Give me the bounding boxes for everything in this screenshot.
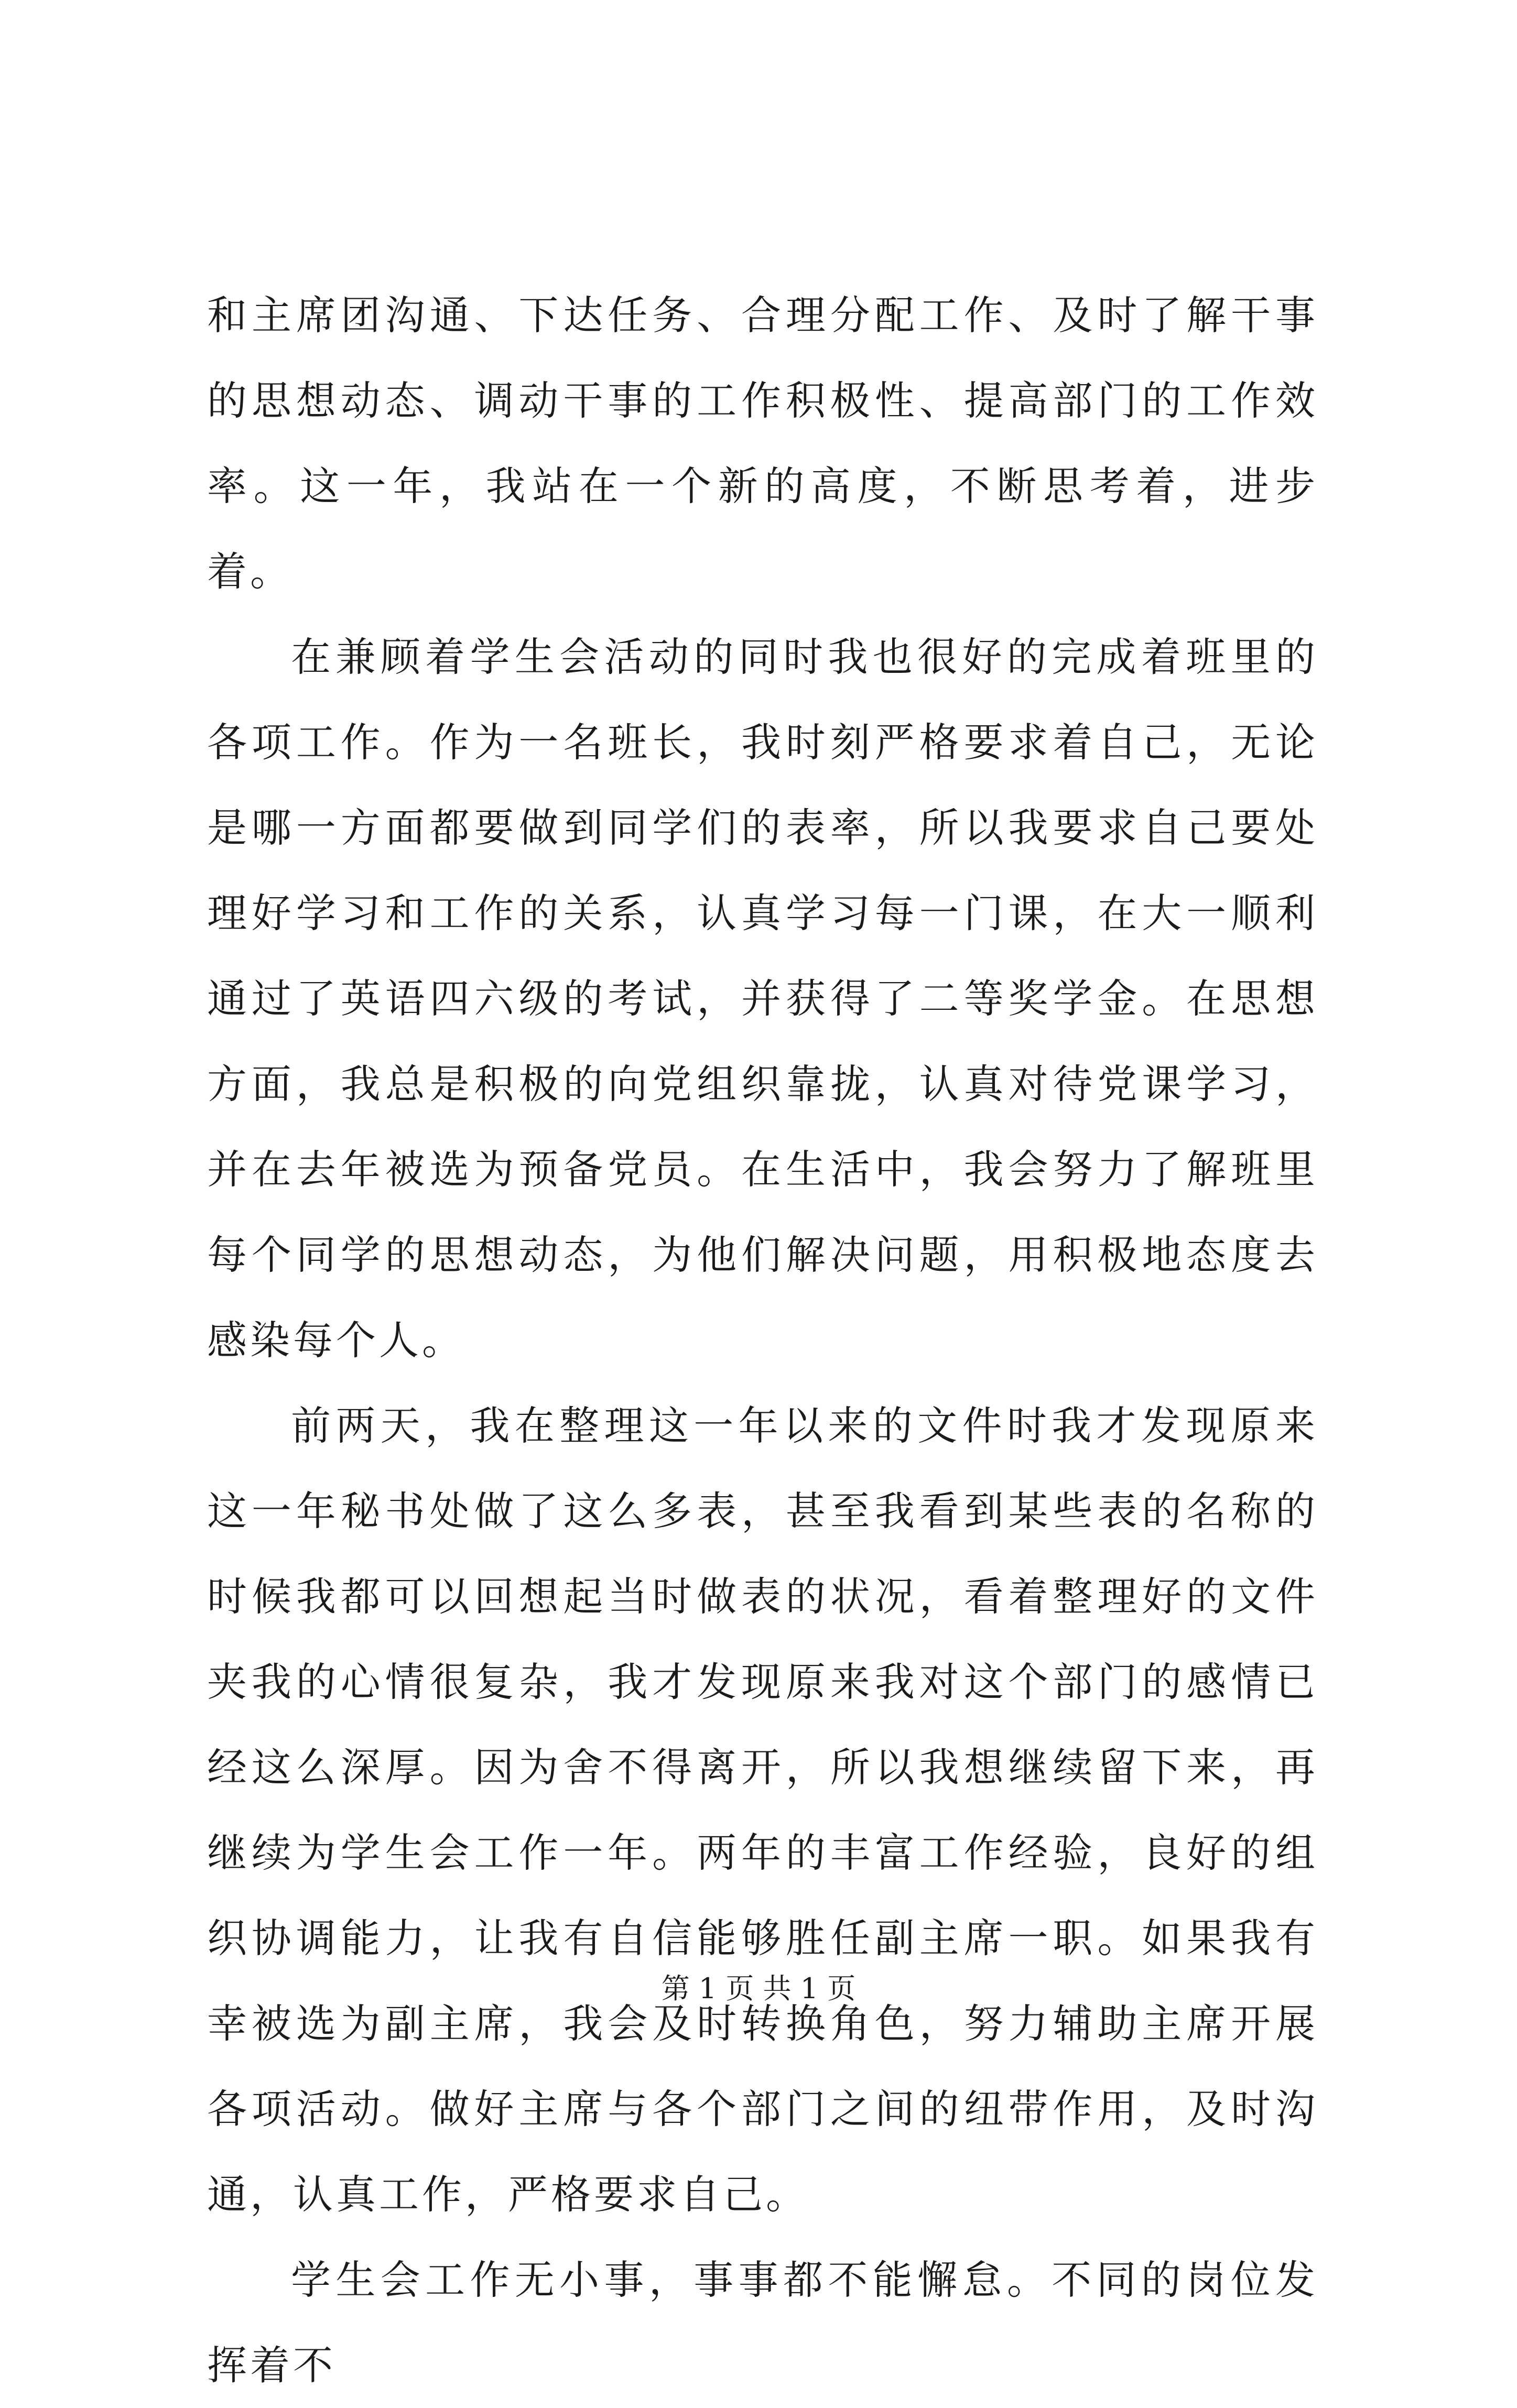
paragraph-2: 在兼顾着学生会活动的同时我也很好的完成着班里的各项工作。作为一名班长，我时刻严格要求着自己，无论是哪一方面都要做到同学们的表率，所以我要求自己要处理好学习和工作的关系，认真学习每一门课，在大一顺利通过了英语四六级的考试，并获得了二等奖学金。在思想方面，我总是积极的向党组织靠拢，认真对待党课学习，并在去年被选为预备党员。在生活中，我会努力了解班里每个同学的思想动态，为他们解决问题，用积极地态度去感染每个人。: [207, 634, 1318, 1364]
page-number-footer: 第 1 页 共 1 页: [661, 1972, 856, 2005]
paragraph-1: 和主席团沟通、下达任务、合理分配工作、及时了解干事的思想动态、调动干事的工作积极性、提高部门的工作效率。这一年，我站在一个新的高度，不断思考着，进步着。: [207, 292, 1318, 595]
paragraph-3: 前两天，我在整理这一年以来的文件时我才发现原来这一年秘书处做了这么多表，甚至我看到某些表的名称的时候我都可以回想起当时做表的状况，看着整理好的文件夹我的心情很复杂，我才发现原来我对这个部门的感情已经这么深厚。因为舍不得离开，所以我想继续留下来，再继续为学生会工作一年。两年的丰富工作经验，良好的组织协调能力，让我有自信能够胜任副主席一职。如果我有幸被选为副主席，我会及时转换角色，努力辅助主席开展各项活动。做好主席与各个部门之间的纽带作用，及时沟通，认真工作，严格要求自己。: [207, 1402, 1318, 2218]
paragraph-4: 学生会工作无小事，事事都不能懈怠。不同的岗位发挥着不: [207, 2257, 1318, 2389]
document-body: [207, 273, 1318, 2408]
